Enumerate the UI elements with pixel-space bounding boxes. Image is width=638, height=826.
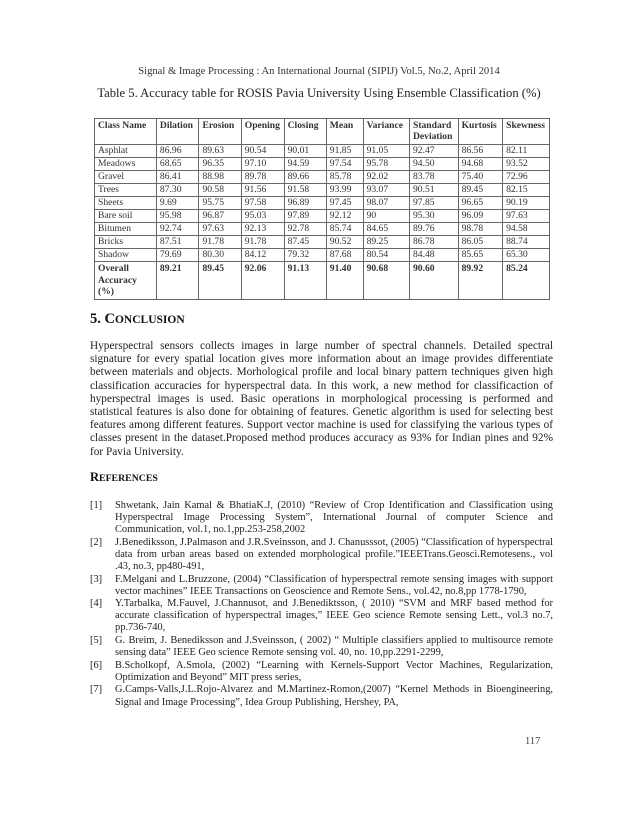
overall-accuracy-cell: 90.68 xyxy=(363,262,409,300)
overall-accuracy-cell: 85.24 xyxy=(503,262,550,300)
reference-number: [1] xyxy=(90,500,103,511)
accuracy-cell: 87.68 xyxy=(326,249,363,262)
column-header: Mean xyxy=(326,119,363,145)
table-caption: Table 5. Accuracy table for ROSIS Pavia University Using Ensemble Classification (%) xyxy=(97,86,541,100)
accuracy-cell: 94.59 xyxy=(284,158,326,171)
accuracy-cell: 86.05 xyxy=(458,236,503,249)
table-row xyxy=(95,171,550,184)
column-header: Class Name xyxy=(95,119,157,145)
accuracy-cell: 94.68 xyxy=(458,158,503,171)
accuracy-cell: 88.74 xyxy=(503,236,550,249)
reference-text: G. Breim, J. Benediksson and J.Sveinsson, ( 2002) “ Multiple classifiers applied to multisource remote sensing data” IEEE Geo science Remote sensing vol. 40, no. 10,pp.2291-2299, xyxy=(115,635,553,659)
accuracy-cell: 90.01 xyxy=(284,145,326,158)
accuracy-cell: 93.07 xyxy=(363,184,409,197)
reference-item xyxy=(90,537,553,573)
reference-number: [6] xyxy=(90,659,103,671)
class-name-cell: Bricks xyxy=(95,236,157,249)
accuracy-cell: 75.40 xyxy=(458,171,503,184)
column-header: Opening xyxy=(241,119,284,145)
accuracy-cell: 86.56 xyxy=(458,145,503,158)
table-row xyxy=(95,249,550,262)
accuracy-cell: 98.78 xyxy=(458,223,503,236)
accuracy-cell: 92.74 xyxy=(156,223,199,236)
accuracy-cell: 95.78 xyxy=(363,158,409,171)
accuracy-cell: 96.87 xyxy=(199,210,241,223)
table-header-row xyxy=(95,119,550,145)
accuracy-cell: 97.63 xyxy=(503,210,550,223)
accuracy-cell: 82.15 xyxy=(503,184,550,197)
accuracy-cell: 96.89 xyxy=(284,197,326,210)
accuracy-cell: 87.45 xyxy=(284,236,326,249)
accuracy-cell: 97.45 xyxy=(326,197,363,210)
accuracy-cell: 97.85 xyxy=(409,197,458,210)
accuracy-cell: 93.99 xyxy=(326,184,363,197)
overall-accuracy-cell: 89.21 xyxy=(156,262,199,300)
accuracy-cell: 96.35 xyxy=(199,158,241,171)
reference-text: F.Melgani and L.Bruzzone, (2004) “Classification of hyperspectral remote sensing images with support vector machines” IEEE Transactions on Geoscience and Remote Sens., vol.42, no.8,pp 1778-1790, xyxy=(115,573,553,597)
overall-accuracy-cell: 90.60 xyxy=(409,262,458,300)
overall-accuracy-cell: 91.40 xyxy=(326,262,363,300)
accuracy-cell: 90.52 xyxy=(326,236,363,249)
accuracy-cell: 68.65 xyxy=(156,158,199,171)
overall-accuracy-row xyxy=(95,262,550,300)
accuracy-cell: 92.47 xyxy=(409,145,458,158)
conclusion-heading: 5. CONCLUSION xyxy=(90,311,185,327)
accuracy-cell: 94.58 xyxy=(503,223,550,236)
table-row xyxy=(95,210,550,223)
reference-text: J.Benediksson, J.Palmason and J.R.Sveinsson, and J. Chanusssot, (2005) “Classification of hyperspectral data from urban areas based on extended morphological profile.”IEEETrans.Geosci.Remotesens., vol .43, no.3, pp480-491, xyxy=(115,536,553,572)
reference-text: Shwetank, Jain Kamal & BhatiaK.J, (2010) “Review of Crop Identification and Classification using Hyperspectral Image Processing System”, International Journal of computer Science and Communication, vol.1, no.1,pp.253-258,2002 xyxy=(115,500,553,536)
overall-accuracy-cell: 91.13 xyxy=(284,262,326,300)
accuracy-cell: 86.96 xyxy=(156,145,199,158)
reference-item xyxy=(90,635,553,659)
accuracy-cell: 84.65 xyxy=(363,223,409,236)
accuracy-cell: 97.89 xyxy=(284,210,326,223)
accuracy-cell: 89.66 xyxy=(284,171,326,184)
class-name-cell: Meadows xyxy=(95,158,157,171)
accuracy-cell: 91.78 xyxy=(199,236,241,249)
accuracy-cell: 83.78 xyxy=(409,171,458,184)
accuracy-cell: 97.63 xyxy=(199,223,241,236)
overall-accuracy-cell: 89.45 xyxy=(199,262,241,300)
reference-item xyxy=(90,500,553,536)
page-number: 117 xyxy=(525,736,541,747)
accuracy-cell: 94.50 xyxy=(409,158,458,171)
accuracy-cell: 85.65 xyxy=(458,249,503,262)
class-name-cell: Shadow xyxy=(95,249,157,262)
accuracy-table xyxy=(94,118,550,300)
accuracy-cell: 84.12 xyxy=(241,249,284,262)
accuracy-cell: 72.96 xyxy=(503,171,550,184)
accuracy-cell: 87.30 xyxy=(156,184,199,197)
accuracy-cell: 91.05 xyxy=(363,145,409,158)
table-row xyxy=(95,223,550,236)
accuracy-cell: 92.78 xyxy=(284,223,326,236)
accuracy-cell: 90.51 xyxy=(409,184,458,197)
reference-number: [2] xyxy=(90,536,103,548)
column-header: Dilation xyxy=(156,119,199,145)
reference-item xyxy=(90,684,553,708)
accuracy-cell: 89.45 xyxy=(458,184,503,197)
accuracy-cell: 86.78 xyxy=(409,236,458,249)
accuracy-cell: 88.98 xyxy=(199,171,241,184)
accuracy-cell: 89.63 xyxy=(199,145,241,158)
class-name-cell: Sheets xyxy=(95,197,157,210)
table-row xyxy=(95,236,550,249)
conclusion-paragraph: Hyperspectral sensors collects images in large number of spectral channels. Detailed spectral signature for every spatial location gives more information about an image provides differentiate between materials and objects. Morhological profile and local binary pattern techniques given high classification accuracies for hyperspectral data. In this work, a new method for classificaction of hyperspectral images is used. Basic operations in morphological processing is performed and statistical features is also done for obtaining of features. Genetic algorithm is used for selecting best features among different features. Support vector machine is used for classifying the various types of classes present in the dataset.Proposed method produces accuracy as 93% for Indian pines and 92% for Pavia University. xyxy=(90,340,553,458)
accuracy-cell: 89.76 xyxy=(409,223,458,236)
accuracy-cell: 95.98 xyxy=(156,210,199,223)
accuracy-cell: 93.52 xyxy=(503,158,550,171)
overall-accuracy-cell: 92.06 xyxy=(241,262,284,300)
accuracy-cell: 95.75 xyxy=(199,197,241,210)
accuracy-cell: 90 xyxy=(363,210,409,223)
class-name-cell: Asphlat xyxy=(95,145,157,158)
accuracy-cell: 90.58 xyxy=(199,184,241,197)
column-header: Kurtosis xyxy=(458,119,503,145)
accuracy-cell: 96.09 xyxy=(458,210,503,223)
table-row xyxy=(95,197,550,210)
accuracy-cell: 92.13 xyxy=(241,223,284,236)
accuracy-cell: 86.41 xyxy=(156,171,199,184)
accuracy-cell: 91.58 xyxy=(284,184,326,197)
reference-text: G.Camps-Valls,J.L.Rojo-Alvarez and M.Martinez-Romon,(2007) “Kernel Methods in Bioengineering, Signal and Image Processing”, Idea Group Publishing, Hershey, PA, xyxy=(115,684,553,708)
class-name-cell: Gravel xyxy=(95,171,157,184)
table-row xyxy=(95,184,550,197)
accuracy-cell: 89.78 xyxy=(241,171,284,184)
class-name-cell: Bitumen xyxy=(95,223,157,236)
accuracy-cell: 82.11 xyxy=(503,145,550,158)
reference-text: Y.Tarbalka, M.Fauvel, J.Channusot, and J.Benediktsson, ( 2010) “SVM and MRF based method for accurate classification of hyperspectral images,” IEEE Geo science Remote sensing Lett., vol.3 no.7, pp.736-740, xyxy=(115,598,553,634)
overall-label-cell: Overall Accuracy (%) xyxy=(95,262,157,300)
class-name-cell: Trees xyxy=(95,184,157,197)
accuracy-cell: 84.48 xyxy=(409,249,458,262)
accuracy-cell: 97.54 xyxy=(326,158,363,171)
accuracy-cell: 96.65 xyxy=(458,197,503,210)
accuracy-cell: 91.85 xyxy=(326,145,363,158)
accuracy-cell: 89.25 xyxy=(363,236,409,249)
accuracy-cell: 80.54 xyxy=(363,249,409,262)
accuracy-cell: 90.54 xyxy=(241,145,284,158)
accuracy-cell: 79.69 xyxy=(156,249,199,262)
reference-number: [5] xyxy=(90,635,103,647)
reference-text: B.Scholkopf, A.Smola, (2002) “Learning with Kernels-Support Vector Machines, Regularization, Optimization and Beyond” MIT press series, xyxy=(115,659,553,683)
reference-number: [7] xyxy=(90,684,103,696)
column-header: Standard Deviation xyxy=(409,119,458,145)
accuracy-cell: 87.51 xyxy=(156,236,199,249)
reference-number: [3] xyxy=(90,573,103,585)
accuracy-cell: 79.32 xyxy=(284,249,326,262)
reference-item xyxy=(90,574,553,598)
references-heading: REFERENCES xyxy=(90,470,158,484)
class-name-cell: Bare soil xyxy=(95,210,157,223)
accuracy-cell: 92.12 xyxy=(326,210,363,223)
column-header: Variance xyxy=(363,119,409,145)
accuracy-cell: 95.03 xyxy=(241,210,284,223)
reference-item xyxy=(90,660,553,684)
accuracy-cell: 91.56 xyxy=(241,184,284,197)
accuracy-cell: 92.02 xyxy=(363,171,409,184)
running-header: Signal & Image Processing : An International Journal (SIPIJ) Vol.5, No.2, April 2014 xyxy=(138,66,500,77)
column-header: Erosion xyxy=(199,119,241,145)
accuracy-cell: 91.78 xyxy=(241,236,284,249)
accuracy-cell: 65.30 xyxy=(503,249,550,262)
references-list xyxy=(90,500,553,709)
accuracy-cell: 90.19 xyxy=(503,197,550,210)
accuracy-cell: 80.30 xyxy=(199,249,241,262)
accuracy-cell: 9.69 xyxy=(156,197,199,210)
accuracy-cell: 98.07 xyxy=(363,197,409,210)
accuracy-cell: 85.78 xyxy=(326,171,363,184)
table-row xyxy=(95,158,550,171)
overall-accuracy-cell: 89.92 xyxy=(458,262,503,300)
column-header: Skewness xyxy=(503,119,550,145)
table-row xyxy=(95,145,550,158)
reference-item xyxy=(90,598,553,634)
reference-number: [4] xyxy=(90,598,103,610)
column-header: Closing xyxy=(284,119,326,145)
accuracy-cell: 97.10 xyxy=(241,158,284,171)
accuracy-cell: 95.30 xyxy=(409,210,458,223)
accuracy-cell: 85.74 xyxy=(326,223,363,236)
accuracy-cell: 97.58 xyxy=(241,197,284,210)
